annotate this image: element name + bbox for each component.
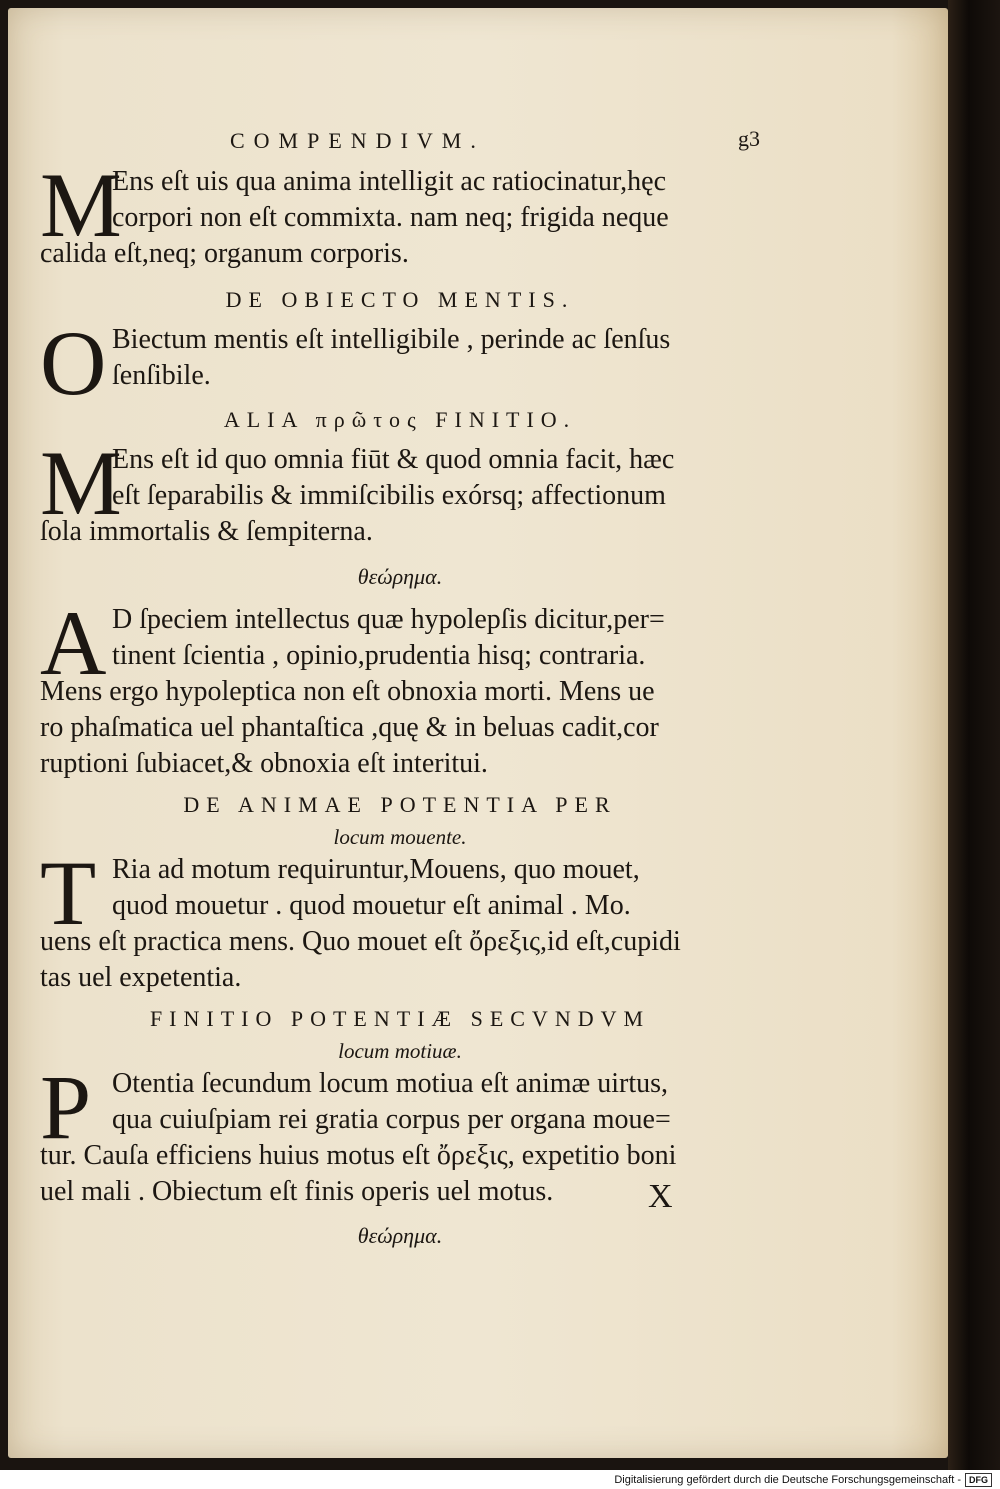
text-line: uens eſt practica mens. Quo mouet eſt ὄρεξις,id eſt,cupidi <box>40 926 681 957</box>
paragraph-mens <box>40 154 760 278</box>
page-text <box>40 120 760 1256</box>
text-line: ruptioni ſubiacet,& obnoxia eſt interitui. <box>40 748 488 779</box>
signature-mark: X <box>648 1178 673 1215</box>
running-title: COMPENDIVM. <box>230 128 485 153</box>
text-line: tur. Cauſa efficiens huius motus eſt ὄρεξις, expetitio boni <box>40 1140 677 1171</box>
text-line: Otentia ſecundum locum motiua eſt animæ uirtus, <box>112 1068 669 1099</box>
drop-capital: P <box>40 1056 92 1158</box>
text-line: ro phaſmatica uel phantaſtica ,quę & in beluas cadit,cor <box>40 712 659 743</box>
text-line: corpori non eſt commixta. nam neq; frigida neque <box>112 202 669 233</box>
section-heading: DE OBIECTO MENTIS. <box>225 287 575 312</box>
credit-text: Digitalisierung gefördert durch die Deutsche Forschungsgemeinschaft - <box>614 1474 961 1486</box>
text-line: quod mouetur . quod mouetur eſt animal . Mo. <box>112 890 631 921</box>
greek-subheading: θεώρημα. <box>357 564 443 589</box>
text-line: Biectum mentis eſt intelligibile , perinde ac ſenſus <box>112 324 671 355</box>
drop-capital: T <box>40 842 97 944</box>
text-line: Ens eſt id quo omnia fiūt & quod omnia facit, hæc <box>112 444 675 475</box>
section-subheading: locum mouente. <box>333 825 467 849</box>
text-line: calida eſt,neq; organum corporis. <box>40 238 409 269</box>
section-subheading: locum motiuæ. <box>338 1039 462 1063</box>
text-line: Mens ergo hypoleptica non eſt obnoxia morti. Mens ue <box>40 676 655 707</box>
text-line: ſola immortalis & ſempiterna. <box>40 516 373 547</box>
paragraph-motum <box>40 842 760 1002</box>
section-heading: DE ANIMAE POTENTIA PER <box>183 792 617 817</box>
book-spine <box>948 0 1000 1470</box>
dfg-logo: DFG <box>965 1473 992 1487</box>
text-line: ſenſibile. <box>112 360 211 391</box>
folio-number: g3 <box>738 126 760 151</box>
text-line: tinent ſcientia , opinio,prudentia hisq; contraria. <box>112 640 646 671</box>
text-line: qua cuiuſpiam rei gratia corpus per organa moue= <box>112 1104 671 1135</box>
drop-capital: A <box>40 592 107 694</box>
text-line: uel mali . Obiectum eſt finis operis uel motus. <box>40 1176 554 1207</box>
paragraph-hypolepsis <box>40 592 760 788</box>
running-header <box>40 120 760 164</box>
paragraph-obiectum <box>40 312 760 414</box>
greek-subheading: θεώρημα. <box>357 1223 443 1248</box>
drop-capital: O <box>40 312 107 414</box>
text-line: D ſpeciem intellectus quæ hypolepſis dicitur,per= <box>112 604 665 635</box>
digitization-credit <box>614 1471 992 1489</box>
section-heading: ALIA πρῶτος FINITIO. <box>223 407 577 432</box>
text-line: Ria ad motum requiruntur,Mouens, quo mouet, <box>112 854 640 885</box>
text-line: Ens eſt uis qua anima intelligit ac ratiocinatur,hęc <box>112 166 667 197</box>
paragraph-mens-separabilis <box>40 432 760 552</box>
drop-capital: M <box>40 154 122 256</box>
text-line: tas uel expetentia. <box>40 962 242 993</box>
section-heading: FINITIO POTENTIÆ SECVNDVM <box>149 1006 651 1031</box>
drop-capital: M <box>40 432 122 534</box>
text-line: eſt ſeparabilis & immiſcibilis exórsq; affectionum <box>112 480 666 511</box>
